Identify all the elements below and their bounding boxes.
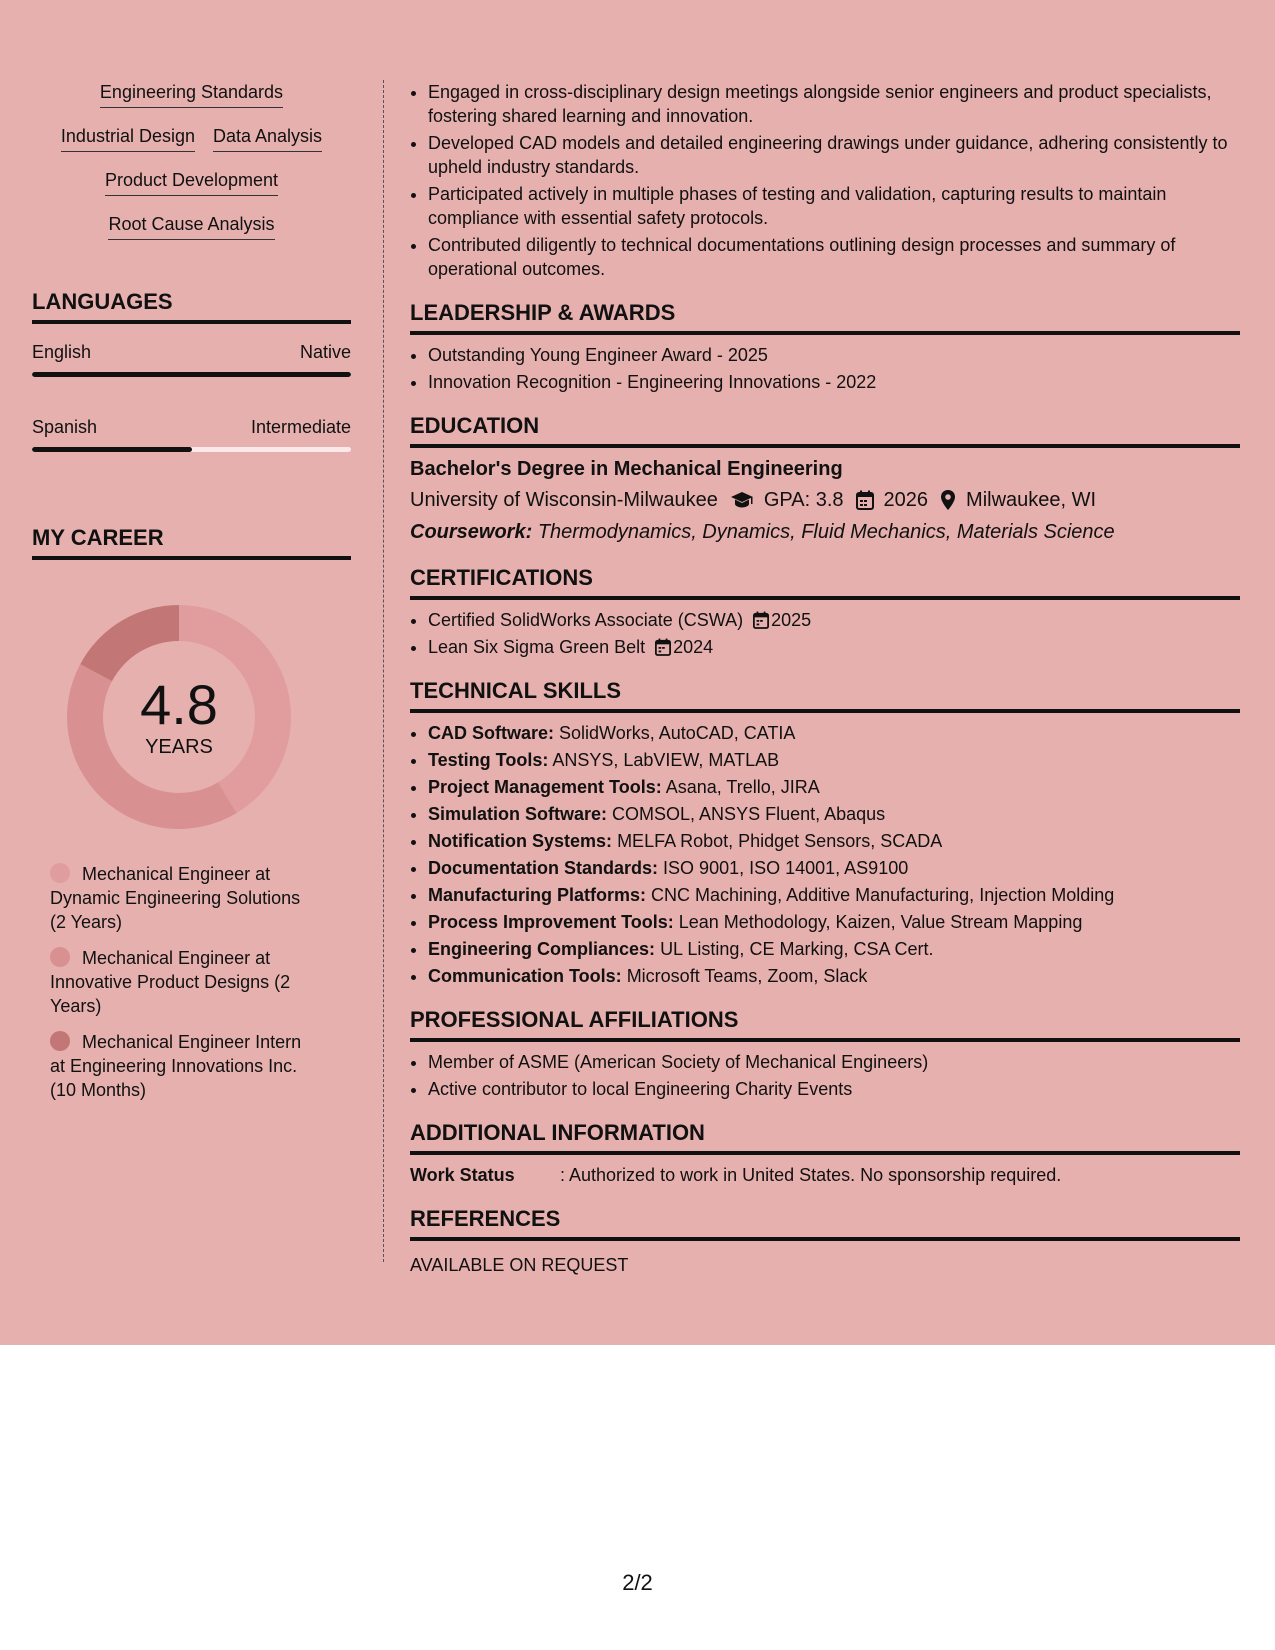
skill-tag: Engineering Standards <box>100 80 283 108</box>
education-year: 2026 <box>883 489 929 511</box>
certification-item <box>428 635 1240 659</box>
skill-values: Lean Methodology, Kaizen, Value Stream Mapping <box>678 912 1083 932</box>
certifications-heading: CERTIFICATIONS <box>410 564 1240 600</box>
language-name: English <box>32 342 92 362</box>
skill-tag: Product Development <box>105 168 278 196</box>
career-legend <box>50 862 320 1102</box>
education-degree: Bachelor's Degree in Mechanical Engineering <box>410 458 843 480</box>
skill-values: Microsoft Teams, Zoom, Slack <box>626 966 868 986</box>
certification-name: Lean Six Sigma Green Belt <box>428 637 646 657</box>
references-text: AVAILABLE ON REQUEST <box>410 1255 629 1275</box>
career-years-value: 4.8 <box>140 673 218 736</box>
career-legend-label: Mechanical Engineer Intern at Engineering Innovations Inc. (10 Months) <box>50 1032 302 1100</box>
language-proficiency-bar <box>32 372 351 377</box>
language-name: Spanish <box>32 417 98 437</box>
main-content <box>410 80 1240 1277</box>
language-proficiency-fill <box>32 372 351 377</box>
legend-dot <box>50 863 70 883</box>
language-item <box>32 340 351 377</box>
sidebar <box>32 80 351 1114</box>
experience-bullet: • Contributed diligently to technical documentations outlining design processes and summary of operational outcomes. <box>428 233 1240 281</box>
award-item: • Outstanding Young Engineer Award - 2025 <box>428 343 1240 367</box>
skill-tag: Data Analysis <box>213 124 322 152</box>
skill-tag-row <box>32 212 351 240</box>
skill-values: SolidWorks, AutoCAD, CATIA <box>559 723 796 743</box>
calendar-icon <box>753 611 769 629</box>
references-heading: REFERENCES <box>410 1205 1240 1241</box>
skill-values: Asana, Trello, JIRA <box>665 777 820 797</box>
education-coursework <box>410 518 1240 546</box>
certification-name: Certified SolidWorks Associate (CSWA) <box>428 610 744 630</box>
technical-skills-heading: TECHNICAL SKILLS <box>410 677 1240 713</box>
technical-skill-item <box>428 856 1240 880</box>
certification-year: 2024 <box>673 637 714 657</box>
certifications-list <box>410 608 1240 659</box>
technical-skill-item <box>428 748 1240 772</box>
languages-heading: LANGUAGES <box>32 288 351 324</box>
awards-heading: LEADERSHIP & AWARDS <box>410 299 1240 335</box>
education-location: Milwaukee, WI <box>966 489 1097 511</box>
career-legend-label: Mechanical Engineer at Innovative Product Designs (2 Years) <box>50 948 291 1016</box>
skill-category: CAD Software: <box>428 723 555 743</box>
experience-bullet: • Engaged in cross-disciplinary design meetings alongside senior engineers and product specialists, fostering shared learning and innovation. <box>428 80 1240 128</box>
skill-tag-row <box>32 80 351 108</box>
career-legend-item <box>50 1030 320 1102</box>
skill-values: COMSOL, ANSYS Fluent, Abaqus <box>612 804 886 824</box>
language-level: Native <box>299 342 351 362</box>
experience-bullet: • Developed CAD models and detailed engineering drawings under guidance, adhering consistently to upheld industry standards. <box>428 131 1240 179</box>
skill-values: UL Listing, CE Marking, CSA Cert. <box>660 939 934 959</box>
affiliations-heading: PROFESSIONAL AFFILIATIONS <box>410 1006 1240 1042</box>
skill-tag-row <box>32 124 351 152</box>
experience-bullet: • Participated actively in multiple phases of testing and validation, capturing results to maintain compliance with essential safety protocols. <box>428 182 1240 230</box>
skill-category: Manufacturing Platforms: <box>428 885 647 905</box>
affiliation-item: • Member of ASME (American Society of Mechanical Engineers) <box>428 1050 1240 1074</box>
language-item <box>32 415 351 452</box>
skill-category: Notification Systems: <box>428 831 613 851</box>
awards-list <box>410 343 1240 394</box>
work-status-value: : Authorized to work in United States. No sponsorship required. <box>560 1165 1062 1185</box>
technical-skill-item <box>428 964 1240 988</box>
skill-category: Documentation Standards: <box>428 858 659 878</box>
award-item: • Innovation Recognition - Engineering Innovations - 2022 <box>428 370 1240 394</box>
education-heading: EDUCATION <box>410 412 1240 448</box>
technical-skill-item <box>428 802 1240 826</box>
additional-info-heading: ADDITIONAL INFORMATION <box>410 1119 1240 1155</box>
legend-dot <box>50 1031 70 1051</box>
work-status-label: Work Status <box>410 1165 515 1185</box>
skill-category: Testing Tools: <box>428 750 549 770</box>
affiliations-list <box>410 1050 1240 1101</box>
coursework-value: Thermodynamics, Dynamics, Fluid Mechanics, Materials Science <box>537 521 1115 543</box>
legend-dot <box>50 947 70 967</box>
education-gpa: GPA: 3.8 <box>763 489 844 511</box>
page-number: 2/2 <box>622 1570 653 1595</box>
skill-category: Project Management Tools: <box>428 777 662 797</box>
skill-tag-row <box>32 168 351 196</box>
graduation-cap-icon <box>730 490 754 510</box>
education-school: University of Wisconsin-Milwaukee <box>410 489 718 511</box>
skill-tag: Root Cause Analysis <box>108 212 274 240</box>
technical-skill-item <box>428 883 1240 907</box>
location-pin-icon <box>940 489 956 511</box>
coursework-label: Coursework: <box>410 521 533 543</box>
technical-skill-item <box>428 829 1240 853</box>
career-legend-item <box>50 862 320 934</box>
language-level: Intermediate <box>250 417 351 437</box>
skill-category: Process Improvement Tools: <box>428 912 674 932</box>
career-legend-item <box>50 946 320 1018</box>
calendar-icon <box>655 638 671 656</box>
technical-skill-item <box>428 910 1240 934</box>
skill-category: Engineering Compliances: <box>428 939 656 959</box>
affiliation-item: • Active contributor to local Engineering Charity Events <box>428 1077 1240 1101</box>
skill-category: Communication Tools: <box>428 966 622 986</box>
technical-skills-list <box>410 721 1240 988</box>
certification-year: 2025 <box>771 610 812 630</box>
education-meta <box>410 486 1240 514</box>
skill-values: ISO 9001, ISO 14001, AS9100 <box>663 858 909 878</box>
skill-category: Simulation Software: <box>428 804 608 824</box>
work-status-row <box>410 1163 1240 1187</box>
language-proficiency-fill <box>32 447 192 452</box>
language-proficiency-bar <box>32 447 351 452</box>
technical-skill-item <box>428 721 1240 745</box>
career-legend-label: Mechanical Engineer at Dynamic Engineering Solutions (2 Years) <box>50 864 301 932</box>
column-divider <box>383 80 384 1262</box>
skill-values: ANSYS, LabVIEW, MATLAB <box>552 750 780 770</box>
technical-skill-item <box>428 775 1240 799</box>
experience-bullets <box>410 80 1240 281</box>
skill-values: MELFA Robot, Phidget Sensors, SCADA <box>617 831 943 851</box>
skill-tag: Industrial Design <box>61 124 195 152</box>
certification-item <box>428 608 1240 632</box>
career-years-unit: YEARS <box>145 736 213 758</box>
career-heading: MY CAREER <box>32 524 351 560</box>
calendar-icon <box>856 490 874 510</box>
skill-values: CNC Machining, Additive Manufacturing, Injection Molding <box>651 885 1115 905</box>
technical-skill-item <box>428 937 1240 961</box>
career-donut-chart <box>64 602 294 832</box>
